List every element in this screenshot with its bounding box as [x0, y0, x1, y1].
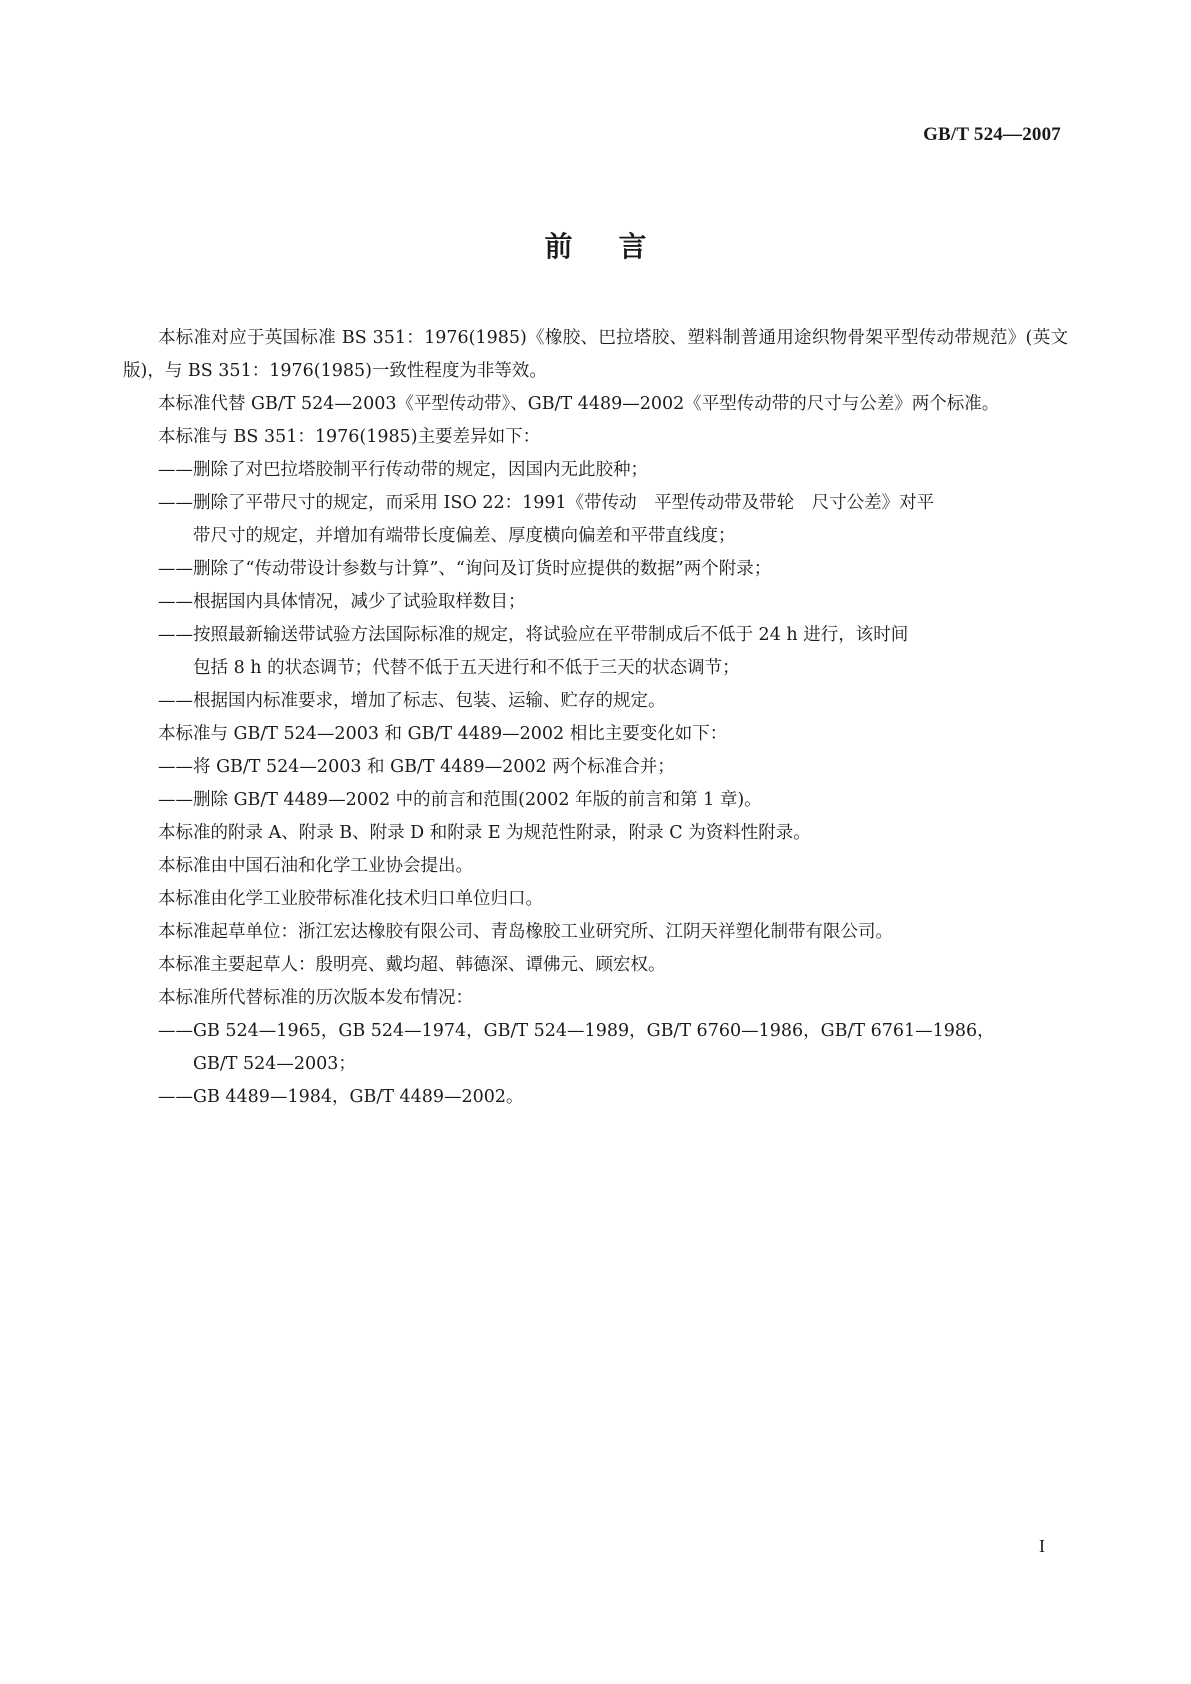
- paragraph: 本标准的附录 A、附录 B、附录 D 和附录 E 为规范性附录，附录 C 为资料性附录。: [158, 823, 811, 843]
- dash-item: [123, 685, 1068, 718]
- dash-text: 删除了平带尺寸的规定，而采用 ISO 22：1991《带传动 平型传动带及带轮 尺寸公差》对平: [193, 493, 935, 513]
- dash-text: GB 524—1965，GB 524—1974，GB/T 524—1989，GB/T 6760—1986，GB/T 6761—1986，: [193, 1021, 995, 1041]
- dash-item: [123, 1015, 1068, 1081]
- dash-mark: ——: [158, 493, 193, 513]
- dash-text: 将 GB/T 524—2003 和 GB/T 4489—2002 两个标准合并；: [193, 757, 675, 777]
- document-body: [123, 322, 1068, 1114]
- paragraph: 本标准由中国石油和化学工业协会提出。: [158, 856, 473, 876]
- paragraph: 本标准主要起草人：殷明亮、戴均超、韩德深、谭佛元、顾宏权。: [158, 955, 666, 975]
- dash-mark: ——: [158, 460, 193, 480]
- paragraph: 本标准由化学工业胶带标准化技术归口单位归口。: [158, 889, 543, 909]
- dash-item: [123, 454, 1068, 487]
- dash-item: [123, 784, 1068, 817]
- dash-text-continued: 带尺寸的规定，并增加有端带长度偏差、厚度横向偏差和平带直线度；: [193, 526, 736, 546]
- dash-item: [123, 487, 1068, 553]
- dash-text: 删除了对巴拉塔胶制平行传动带的规定，因国内无此胶种；: [193, 460, 648, 480]
- dash-item: [123, 553, 1068, 586]
- dash-text: 根据国内具体情况，减少了试验取样数目；: [193, 592, 526, 612]
- dash-text: 删除 GB/T 4489—2002 中的前言和范围(2002 年版的前言和第 1 章)。: [193, 790, 762, 810]
- dash-mark: ——: [158, 691, 193, 711]
- dash-text: 删除了“传动带设计参数与计算”、“询问及订货时应提供的数据”两个附录；: [193, 559, 772, 579]
- dash-text: 根据国内标准要求，增加了标志、包装、运输、贮存的规定。: [193, 691, 666, 711]
- dash-text-continued: GB/T 524—2003；: [193, 1054, 356, 1074]
- dash-mark: ——: [158, 559, 193, 579]
- dash-text: GB 4489—1984，GB/T 4489—2002。: [193, 1087, 524, 1107]
- dash-item: [123, 751, 1068, 784]
- dash-mark: ——: [158, 790, 193, 810]
- paragraph: 本标准代替 GB/T 524—2003《平型传动带》、GB/T 4489—2002《平型传动带的尺寸与公差》两个标准。: [158, 394, 1000, 414]
- page-number: I: [1039, 1536, 1045, 1556]
- standard-number: GB/T 524—2007: [923, 124, 1061, 145]
- paragraph: 本标准与 GB/T 524—2003 和 GB/T 4489—2002 相比主要变化如下：: [158, 724, 728, 744]
- dash-mark: ——: [158, 592, 193, 612]
- dash-mark: ——: [158, 1087, 193, 1107]
- dash-text: 按照最新输送带试验方法国际标准的规定，将试验应在平带制成后不低于 24 h 进行，该时间: [193, 625, 909, 645]
- paragraph: 本标准起草单位：浙江宏达橡胶有限公司、青岛橡胶工业研究所、江阴天祥塑化制带有限公司。: [158, 922, 893, 942]
- paragraph: 本标准所代替标准的历次版本发布情况：: [158, 988, 473, 1008]
- paragraph: 本标准与 BS 351：1976(1985)主要差异如下：: [158, 427, 541, 447]
- dash-mark: ——: [158, 625, 193, 645]
- dash-item: [123, 586, 1068, 619]
- dash-item: [123, 1081, 1068, 1114]
- page-title: 前言: [544, 230, 693, 263]
- dash-mark: ——: [158, 1021, 193, 1041]
- dash-text-continued: 包括 8 h 的状态调节；代替不低于五天进行和不低于三天的状态调节；: [193, 658, 740, 678]
- dash-item: [123, 619, 1068, 685]
- paragraph: 本标准对应于英国标准 BS 351：1976(1985)《橡胶、巴拉塔胶、塑料制普通用途织物骨架平型传动带规范》(英文版)，与 BS 351：1976(1985)一致性程度为非等效。: [123, 328, 1068, 381]
- dash-mark: ——: [158, 757, 193, 777]
